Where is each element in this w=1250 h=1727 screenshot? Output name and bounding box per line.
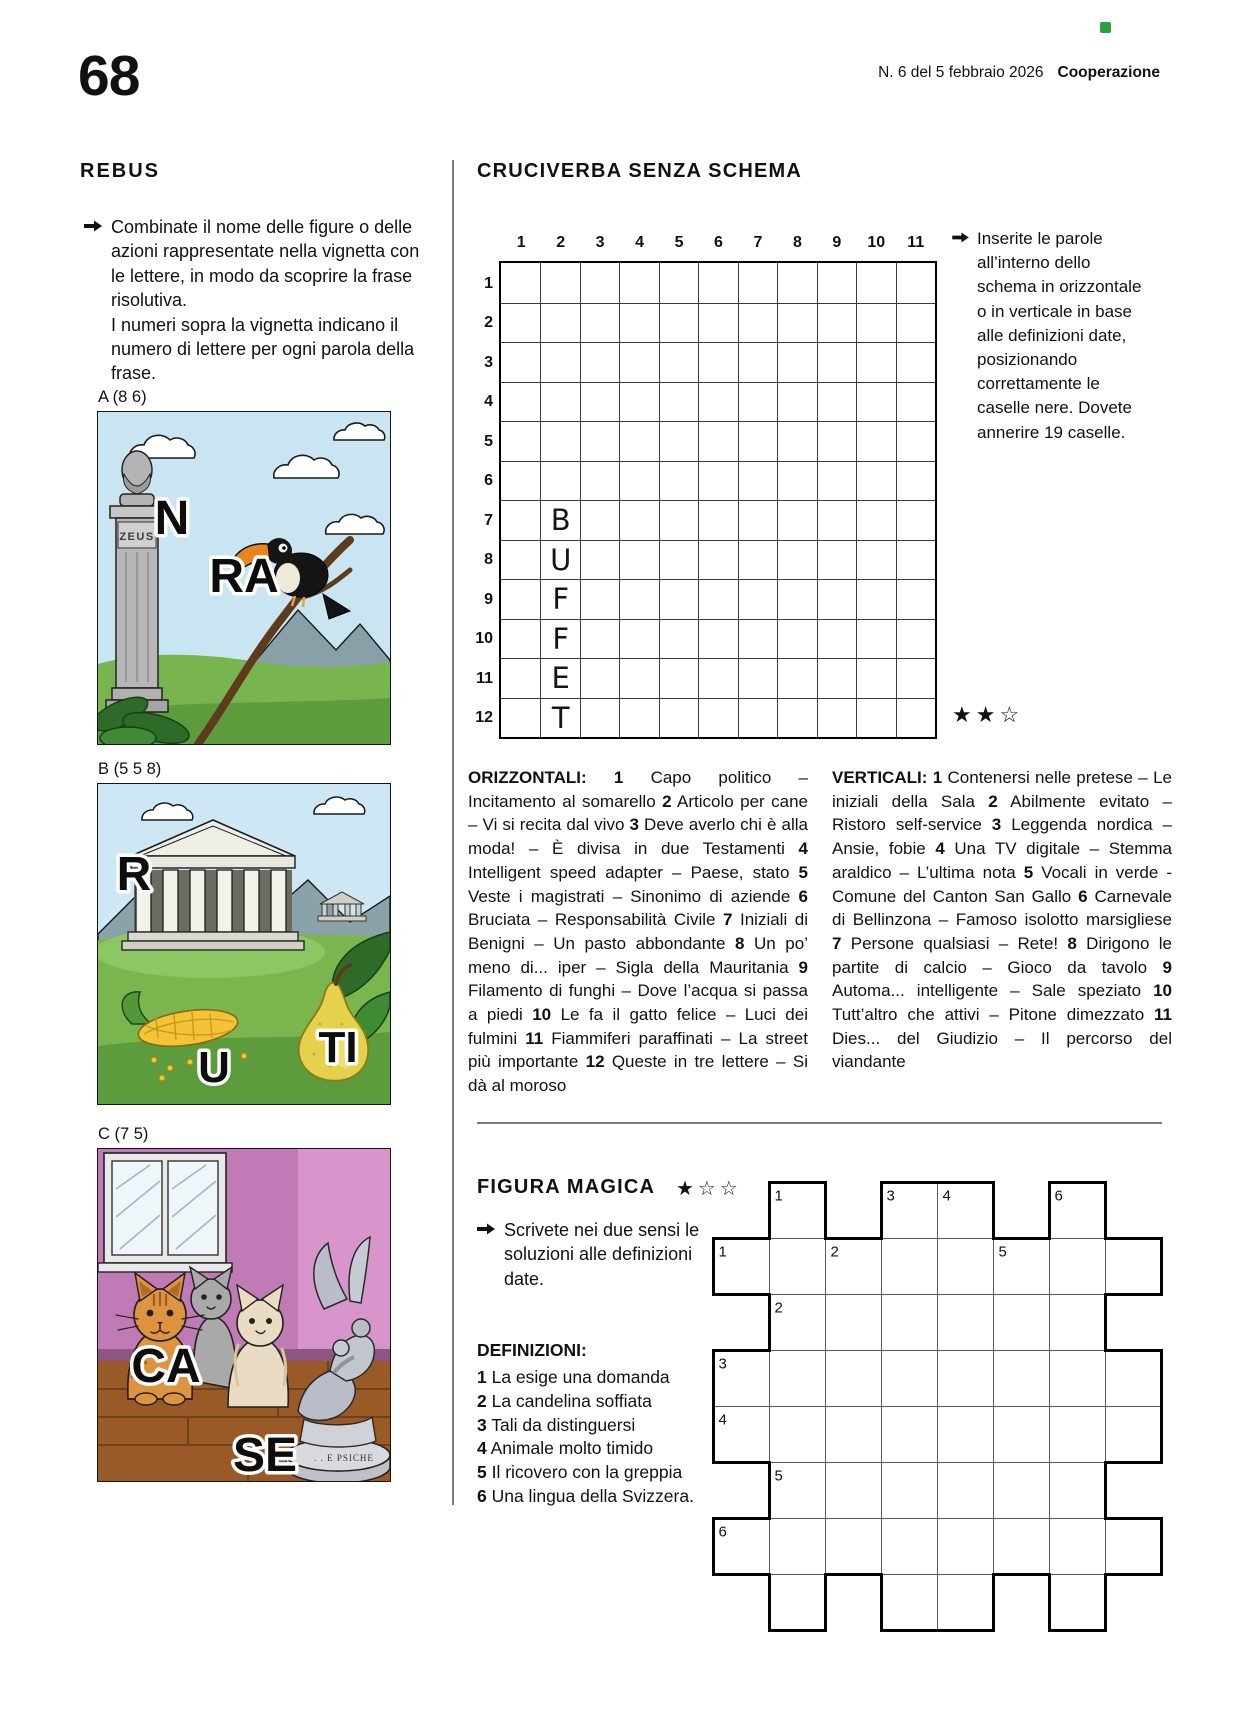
col-number: 10 <box>867 234 886 251</box>
grid-cell[interactable] <box>896 342 935 382</box>
definition-item: 4 Animale molto timido <box>477 1438 654 1459</box>
grid-cell[interactable] <box>777 698 816 738</box>
grid-cell[interactable] <box>501 461 540 501</box>
figura-cell[interactable] <box>1050 1295 1106 1351</box>
figura-cell[interactable] <box>882 1407 938 1463</box>
cruciverba-instructions <box>952 227 1154 445</box>
grid-cell[interactable] <box>540 461 579 501</box>
col-number: 3 <box>595 234 605 251</box>
grid-cell[interactable] <box>896 540 935 580</box>
grid-cell[interactable] <box>580 658 619 698</box>
grid-cell[interactable] <box>896 500 935 540</box>
col-number: 4 <box>635 234 645 251</box>
clue-number: 5 <box>798 862 808 882</box>
row-number: 12 <box>475 709 493 726</box>
vignette-c-art <box>98 1149 390 1481</box>
window <box>98 1153 232 1272</box>
figura-cell[interactable] <box>938 1575 994 1631</box>
grid-cell[interactable] <box>580 698 619 738</box>
definizioni-list <box>477 1366 707 1509</box>
grid-cell[interactable] <box>738 342 777 382</box>
grid-cell[interactable] <box>659 658 698 698</box>
grid-cell[interactable] <box>738 461 777 501</box>
clue-number: 12 <box>585 1052 605 1072</box>
grid-cell[interactable] <box>540 421 579 461</box>
figura-cell[interactable] <box>1050 1351 1106 1407</box>
prefilled-letter: F <box>552 582 570 617</box>
grid-cell[interactable] <box>817 263 856 303</box>
vignette-a <box>97 411 391 745</box>
clue-number: 1 <box>613 768 624 787</box>
figura-cell-number: 5 <box>774 1467 783 1485</box>
statue-inscription: . . E PSICHE <box>314 1453 374 1463</box>
grid-cell[interactable] <box>777 461 816 501</box>
figura-magica-title: FIGURA MAGICA <box>477 1176 656 1198</box>
grid-cell[interactable] <box>738 263 777 303</box>
grid-cell[interactable] <box>698 382 737 422</box>
grid-cell[interactable] <box>619 658 658 698</box>
definizioni-label: DEFINIZIONI: <box>477 1340 587 1360</box>
grid-cell[interactable] <box>580 342 619 382</box>
figura-cell-number: 4 <box>942 1187 951 1205</box>
figura-cell[interactable] <box>1050 1575 1106 1631</box>
grid-cell[interactable] <box>540 500 579 540</box>
figura-cell-number: 6 <box>1054 1187 1063 1205</box>
figura-cell[interactable] <box>826 1519 882 1575</box>
grid-cell[interactable] <box>580 382 619 422</box>
vignette-b <box>97 783 391 1105</box>
grid-cell[interactable] <box>619 303 658 343</box>
figura-instructions-text: Scrivete nei due sensi le soluzioni alle definizioni date. <box>504 1220 700 1289</box>
grid-cell[interactable] <box>619 263 658 303</box>
grid-cell[interactable] <box>856 461 895 501</box>
grid-cell[interactable] <box>738 619 777 659</box>
figura-cell[interactable] <box>882 1519 938 1575</box>
figura-cell[interactable] <box>938 1463 994 1519</box>
grid-cell[interactable] <box>817 342 856 382</box>
grid-cell[interactable] <box>659 461 698 501</box>
page-number: 68 <box>78 44 140 108</box>
definition-item: 6 Una lingua della Svizzera. <box>477 1485 694 1506</box>
grid-cell[interactable] <box>501 342 540 382</box>
rebus-letter: TI <box>318 1023 358 1072</box>
grid-cell[interactable] <box>777 382 816 422</box>
grid-cell[interactable] <box>856 698 895 738</box>
grid-cell[interactable] <box>738 698 777 738</box>
grid-cell[interactable] <box>896 303 935 343</box>
col-number: 8 <box>792 234 802 251</box>
grid-cell[interactable] <box>856 342 895 382</box>
grid-cell[interactable] <box>738 658 777 698</box>
grid-cell[interactable] <box>619 540 658 580</box>
clue-number: 6 <box>1078 886 1088 906</box>
clue-number: 5 <box>1023 862 1034 882</box>
issue-date: N. 6 del 5 febbraio 2026 <box>878 64 1044 81</box>
clue-number: 7 <box>832 933 842 953</box>
col-number: 2 <box>556 234 566 251</box>
grid-cell[interactable] <box>817 382 856 422</box>
grid-cell[interactable] <box>738 382 777 422</box>
figura-cell-number: 2 <box>774 1299 783 1317</box>
clue-number: 1 <box>932 768 943 787</box>
grid-cell[interactable] <box>698 263 737 303</box>
grid-cell[interactable] <box>619 619 658 659</box>
rebus-letter: CA <box>131 1340 201 1393</box>
grid-cell[interactable] <box>501 421 540 461</box>
grid-cell[interactable] <box>777 619 816 659</box>
grid-cell[interactable] <box>817 658 856 698</box>
grid-cell[interactable] <box>501 698 540 738</box>
grid-cell[interactable] <box>896 698 935 738</box>
grid-cell[interactable] <box>856 658 895 698</box>
figura-cell-number: 1 <box>774 1187 783 1205</box>
grid-cell[interactable] <box>698 500 737 540</box>
grid-cell[interactable] <box>856 421 895 461</box>
row-number: 6 <box>484 472 493 489</box>
grid-cell[interactable] <box>896 382 935 422</box>
figura-cell[interactable] <box>882 1239 938 1295</box>
grid-cell[interactable] <box>698 303 737 343</box>
difficulty-stars: ★☆☆ <box>676 1178 742 1200</box>
clue-number: 9 <box>1162 957 1172 977</box>
figura-grid-svg <box>711 1180 1164 1633</box>
figura-cell[interactable] <box>1050 1519 1106 1575</box>
rebus-intro-text-2: I numeri sopra la vignetta indicano il numero di lettere per ogni parola della frase. <box>111 314 415 384</box>
definition-item: 3 Tali da distinguersi <box>477 1414 636 1435</box>
grid-cell[interactable] <box>698 579 737 619</box>
col-number: 5 <box>674 234 684 251</box>
figura-cell[interactable] <box>770 1407 826 1463</box>
figura-cell[interactable] <box>938 1239 994 1295</box>
grid-cell[interactable] <box>777 421 816 461</box>
cruciverba-colnums <box>502 234 936 256</box>
grid-cell[interactable] <box>896 263 935 303</box>
grid-cell[interactable] <box>817 540 856 580</box>
verticali: VERTICALI: 1 Contenersi nelle pretese – Le iniziali della Sala 2 Abilmente evitato – Ristoro self-service 3 Leggenda nordica – Ansie, fobie 4 Una TV digitale – Stemma araldico – L’ultima nota 5 Vocali in verde - Comune del Canton San Gallo 6 Carnevale di Bellinzona – Famoso isolotto marsigliese 7 Persone qualsiasi – Rete! 8 Dirigono le partite di calcio – Gioco da tavolo 9 Automa... intelligente – Sale speziato 10 Tutt’altro che attivi – Pitone dimezzato 11 Dies... del Giudizio – Il percorso del viandante <box>832 768 1173 1072</box>
grid-cell[interactable] <box>619 579 658 619</box>
grid-cell[interactable] <box>659 382 698 422</box>
rebus-letter: U <box>198 1043 230 1092</box>
clue-number: 10 <box>532 1005 552 1025</box>
orizzontali: ORIZZONTALI: 1 Capo politico – Incitamento al somarello 2 Articolo per cane – Vi si recita dal vivo 3 Deve averlo chi è alla moda! – È divisa in due Testamenti 4 Intelligent speed adapter – Paese, stato 5 Veste i magistrati – Sinonimo di aziende 6 Bruciata – Responsabilità Civile 7 Iniziali di Benigni – Un pasto abbondante 8 Un po’ meno di... iper – Sigla della Mauritania 9 Filamento di funghi – Dove l’acqua si passa a piedi 10 Le fa il gatto felice – Luci dei fulmini 11 Fiammiferi paraffinati – La street più importante 12 Queste in tre lettere – Si dà al moroso <box>468 768 809 1096</box>
definition-item: 5 Il ricovero con la greppia <box>477 1462 683 1483</box>
grid-cell[interactable] <box>856 263 895 303</box>
vignette-c-label: C (7 5) <box>98 1125 149 1143</box>
row-number: 1 <box>484 274 493 292</box>
grid-cell[interactable] <box>540 303 579 343</box>
grid-cell[interactable] <box>619 500 658 540</box>
grid-cell[interactable] <box>856 619 895 659</box>
figura-cell[interactable] <box>826 1463 882 1519</box>
figura-cell[interactable] <box>1106 1519 1162 1575</box>
difficulty-stars: ★★☆ <box>952 702 1024 727</box>
row-number: 10 <box>475 630 493 647</box>
grid-cell[interactable] <box>698 658 737 698</box>
col-number: 1 <box>516 234 526 251</box>
prefilled-letter: U <box>550 542 572 577</box>
figura-cell[interactable] <box>994 1295 1050 1351</box>
grid-cell[interactable] <box>817 619 856 659</box>
grid-cell[interactable] <box>817 421 856 461</box>
grid-cell[interactable] <box>580 421 619 461</box>
arrow-icon <box>84 220 102 232</box>
clue-number: 3 <box>991 815 1002 835</box>
prefilled-letter: E <box>551 661 570 696</box>
rebus-letter: RA <box>209 550 279 603</box>
figura-cell[interactable] <box>938 1351 994 1407</box>
grid-cell[interactable] <box>659 698 698 738</box>
grid-cell[interactable] <box>501 382 540 422</box>
clue-number: 11 <box>525 1028 544 1048</box>
rebus-letter: R <box>116 848 152 901</box>
grid-cell[interactable] <box>501 579 540 619</box>
figura-cell[interactable] <box>882 1575 938 1631</box>
grid-cell[interactable] <box>580 619 619 659</box>
vignette-a-label: A (8 6) <box>98 388 147 406</box>
cruciverba-instructions-text: Inserite le parole all’interno dello schema in orizzontale o in verticale in base alle definizioni date, posizionando correttamente le caselle nere. Dovete annerire 19 caselle. <box>977 229 1142 442</box>
grid-cell[interactable] <box>896 579 935 619</box>
prefilled-letter: B <box>550 503 571 538</box>
grid-cell[interactable] <box>659 263 698 303</box>
definition-item: 2 La candelina soffiata <box>477 1390 652 1411</box>
grid-cell[interactable] <box>501 500 540 540</box>
grid-cell[interactable] <box>540 579 579 619</box>
grid-cell[interactable] <box>659 303 698 343</box>
clue-number: 11 <box>1154 1005 1172 1025</box>
grid-cell[interactable] <box>501 658 540 698</box>
brand-icon <box>1100 22 1111 33</box>
clue-number: 6 <box>798 886 808 906</box>
grid-cell[interactable] <box>698 619 737 659</box>
grid-cell[interactable] <box>777 500 816 540</box>
prefilled-letter: T <box>551 700 570 735</box>
grid-cell[interactable] <box>540 619 579 659</box>
row-number: 9 <box>484 590 493 608</box>
figura-instructions <box>477 1218 705 1291</box>
grid-cell[interactable] <box>698 461 737 501</box>
grid-cell[interactable] <box>777 303 816 343</box>
clue-number: 2 <box>662 791 672 811</box>
grid-cell[interactable] <box>580 540 619 580</box>
figura-cell[interactable] <box>1050 1407 1106 1463</box>
grid-cell[interactable] <box>698 421 737 461</box>
figura-cell[interactable] <box>826 1351 882 1407</box>
figura-cell[interactable] <box>770 1519 826 1575</box>
grid-cell[interactable] <box>777 263 816 303</box>
figura-cell-number: 3 <box>886 1187 895 1205</box>
figura-cell[interactable] <box>770 1351 826 1407</box>
section-divider <box>477 1122 1162 1124</box>
row-number: 5 <box>484 432 493 450</box>
grid-cell[interactable] <box>856 500 895 540</box>
row-number: 2 <box>484 314 493 331</box>
grid-cell[interactable] <box>817 698 856 738</box>
grid-cell[interactable] <box>659 500 698 540</box>
row-number: 3 <box>484 353 493 371</box>
figura-cell-number: 4 <box>718 1411 727 1429</box>
grid-cell[interactable] <box>698 698 737 738</box>
grid-cell[interactable] <box>619 342 658 382</box>
grid-cell[interactable] <box>896 461 935 501</box>
clue-number: 7 <box>723 910 733 930</box>
grid-cell[interactable] <box>896 658 935 698</box>
figura-cell[interactable] <box>938 1295 994 1351</box>
arrow-icon <box>952 232 969 243</box>
grid-cell[interactable] <box>777 579 816 619</box>
clue-list-label: ORIZZONTALI: <box>468 768 587 787</box>
cruciverba-grid <box>499 261 937 739</box>
prefilled-letter: F <box>552 621 570 656</box>
figura-cell[interactable] <box>994 1463 1050 1519</box>
grid-cell[interactable] <box>738 540 777 580</box>
grid-cell[interactable] <box>540 540 579 580</box>
figura-cell[interactable] <box>1050 1463 1106 1519</box>
grid-cell[interactable] <box>580 461 619 501</box>
figura-cell-number: 3 <box>718 1355 727 1373</box>
grid-cell[interactable] <box>540 382 579 422</box>
figura-cell[interactable] <box>1106 1407 1162 1463</box>
clue-number: 4 <box>935 839 945 859</box>
clue-number: 10 <box>1153 981 1172 1001</box>
grid-cell[interactable] <box>777 658 816 698</box>
figura-cell[interactable] <box>882 1351 938 1407</box>
rebus-intro <box>84 215 422 386</box>
grid-cell[interactable] <box>580 579 619 619</box>
grid-cell[interactable] <box>501 303 540 343</box>
grid-cell[interactable] <box>540 342 579 382</box>
grid-cell[interactable] <box>619 698 658 738</box>
grid-cell[interactable] <box>619 461 658 501</box>
clue-number: 2 <box>988 791 998 811</box>
clue-number: 9 <box>798 957 808 977</box>
grid-cell[interactable] <box>659 619 698 659</box>
grid-cell[interactable] <box>698 342 737 382</box>
grid-cell[interactable] <box>580 263 619 303</box>
grid-cell[interactable] <box>856 303 895 343</box>
grid-cell[interactable] <box>738 500 777 540</box>
row-number: 8 <box>484 551 493 568</box>
vignette-a-art <box>98 412 390 744</box>
clue-number: 4 <box>798 839 808 859</box>
grid-cell[interactable] <box>817 500 856 540</box>
figura-cell[interactable] <box>1106 1351 1162 1407</box>
col-number: 7 <box>753 234 763 251</box>
col-number: 9 <box>832 234 842 251</box>
row-number: 7 <box>484 511 493 529</box>
arrow-icon <box>477 1223 495 1235</box>
brand-name: Cooperazione <box>1057 64 1160 81</box>
grid-cell[interactable] <box>698 540 737 580</box>
page-header <box>878 64 1160 82</box>
grid-cell[interactable] <box>580 303 619 343</box>
figura-cell[interactable] <box>994 1407 1050 1463</box>
vignette-c <box>97 1148 391 1482</box>
grid-cell[interactable] <box>817 461 856 501</box>
grid-cell[interactable] <box>856 382 895 422</box>
rebus-letter: SE <box>232 1429 298 1481</box>
figura-cell[interactable] <box>938 1407 994 1463</box>
grid-cell[interactable] <box>659 579 698 619</box>
figura-cell[interactable] <box>826 1295 882 1351</box>
figura-cell[interactable] <box>1106 1239 1162 1295</box>
rebus-letter: N <box>154 492 190 545</box>
figura-cell[interactable] <box>882 1463 938 1519</box>
grid-cell[interactable] <box>540 658 579 698</box>
figura-cell[interactable] <box>994 1519 1050 1575</box>
figura-cell[interactable] <box>826 1407 882 1463</box>
grid-cell[interactable] <box>540 263 579 303</box>
rebus-intro-text-1: Combinate il nome delle figure o delle azioni rappresentate nella vignetta con le lettere, in modo da scoprire la frase risolutiva. <box>111 217 420 311</box>
vignette-b-label: B (5 5 8) <box>98 760 162 778</box>
grid-cell[interactable] <box>659 342 698 382</box>
grid-cell[interactable] <box>501 540 540 580</box>
grid-cell[interactable] <box>738 303 777 343</box>
grid-cell[interactable] <box>659 421 698 461</box>
figura-cell[interactable] <box>770 1575 826 1631</box>
col-number: 11 <box>907 234 925 251</box>
grid-cell[interactable] <box>501 619 540 659</box>
figura-cell[interactable] <box>770 1239 826 1295</box>
figura-cell[interactable] <box>882 1295 938 1351</box>
clue-number: 8 <box>1067 933 1077 953</box>
cruciverba-rownums <box>453 264 493 738</box>
figura-cell-number: 2 <box>830 1243 839 1261</box>
figura-cell[interactable] <box>994 1351 1050 1407</box>
vignette-b-art <box>98 784 390 1104</box>
figura-cell-number: 6 <box>718 1523 727 1541</box>
clue-list-label: VERTICALI: <box>832 768 928 787</box>
row-number: 4 <box>484 393 493 410</box>
grid-cell[interactable] <box>896 421 935 461</box>
grid-cell[interactable] <box>501 263 540 303</box>
clue-number: 3 <box>629 815 639 835</box>
grid-cell[interactable] <box>817 579 856 619</box>
grid-cell[interactable] <box>580 500 619 540</box>
figura-cell-number: 1 <box>718 1243 727 1261</box>
cruciverba-title: CRUCIVERBA SENZA SCHEMA <box>477 160 803 182</box>
grid-cell[interactable] <box>540 698 579 738</box>
figura-cell-number: 5 <box>998 1243 1007 1261</box>
col-number: 6 <box>714 234 723 251</box>
grid-cell[interactable] <box>896 619 935 659</box>
grid-cell[interactable] <box>619 421 658 461</box>
figura-cell[interactable] <box>938 1519 994 1575</box>
row-number: 11 <box>476 669 493 687</box>
grid-cell[interactable] <box>777 342 816 382</box>
grid-cell[interactable] <box>738 579 777 619</box>
grid-cell[interactable] <box>659 540 698 580</box>
grid-cell[interactable] <box>817 303 856 343</box>
clue-number: 8 <box>735 933 745 953</box>
figura-cell[interactable] <box>1050 1239 1106 1295</box>
rebus-title: REBUS <box>80 160 161 182</box>
grid-cell[interactable] <box>619 382 658 422</box>
zeus-inscription: ZEUS <box>119 531 155 543</box>
grid-cell[interactable] <box>777 540 816 580</box>
grid-cell[interactable] <box>738 421 777 461</box>
grid-cell[interactable] <box>856 540 895 580</box>
definition-item: 1 La esige una domanda <box>477 1367 670 1387</box>
grid-cell[interactable] <box>856 579 895 619</box>
